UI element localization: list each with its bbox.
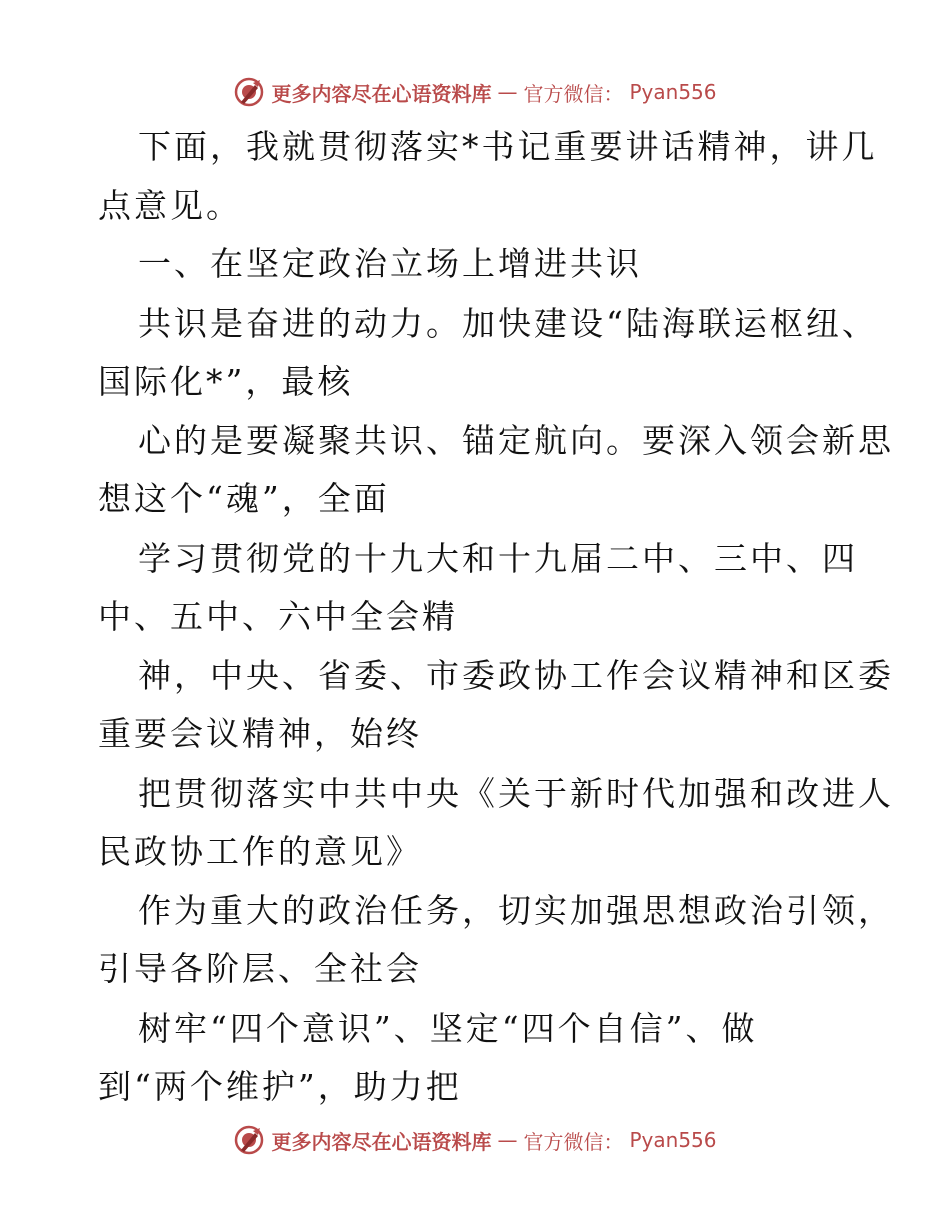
body-line: 共识是奋进的动力。加快建设“陆海联运枢纽、 xyxy=(138,304,878,343)
body-line: 点意见。 xyxy=(98,186,242,225)
banner-site-text: 更多内容尽在心语资料库 xyxy=(271,1129,492,1154)
banner-wechat-label: 官方微信： xyxy=(523,1129,624,1154)
banner-wechat-id: Pyan556 xyxy=(629,80,717,104)
body-line: 下面，我就贯彻落实*书记重要讲话精神，讲几 xyxy=(138,127,878,166)
banner-wechat-id: Pyan556 xyxy=(629,1128,717,1152)
body-line: 重要会议精神，始终 xyxy=(98,714,422,753)
pen-logo-icon xyxy=(233,1124,265,1156)
banner-site-text: 更多内容尽在心语资料库 xyxy=(271,81,492,106)
section-heading: 一、在坚定政治立场上增进共识 xyxy=(138,244,642,283)
body-line: 神，中央、省委、市委政协工作会议精神和区委 xyxy=(138,656,894,695)
banner-dash: — xyxy=(497,1128,518,1152)
body-line: 引导各阶层、全社会 xyxy=(98,949,422,988)
body-line: 想这个“魂”，全面 xyxy=(98,479,390,518)
header-watermark-banner xyxy=(0,72,950,112)
banner-dash: — xyxy=(497,80,518,104)
body-line: 心的是要凝聚共识、锚定航向。要深入领会新思 xyxy=(138,421,894,460)
body-line: 树牢“四个意识”、坚定“四个自信”、做 xyxy=(138,1009,758,1048)
body-line: 国际化*”，最核 xyxy=(98,362,354,401)
body-line: 中、五中、六中全会精 xyxy=(98,597,458,636)
body-line: 学习贯彻党的十九大和十九届二中、三中、四 xyxy=(138,539,858,578)
pen-logo-icon xyxy=(233,76,265,108)
banner-wechat-label: 官方微信： xyxy=(523,81,624,106)
body-line: 到“两个维护”，助力把 xyxy=(98,1067,462,1106)
body-line: 作为重大的政治任务，切实加强思想政治引领， xyxy=(138,891,894,930)
body-line: 把贯彻落实中共中央《关于新时代加强和改进人 xyxy=(138,774,894,813)
body-line: 民政协工作的意见》 xyxy=(98,832,422,871)
footer-watermark-banner xyxy=(0,1120,950,1160)
